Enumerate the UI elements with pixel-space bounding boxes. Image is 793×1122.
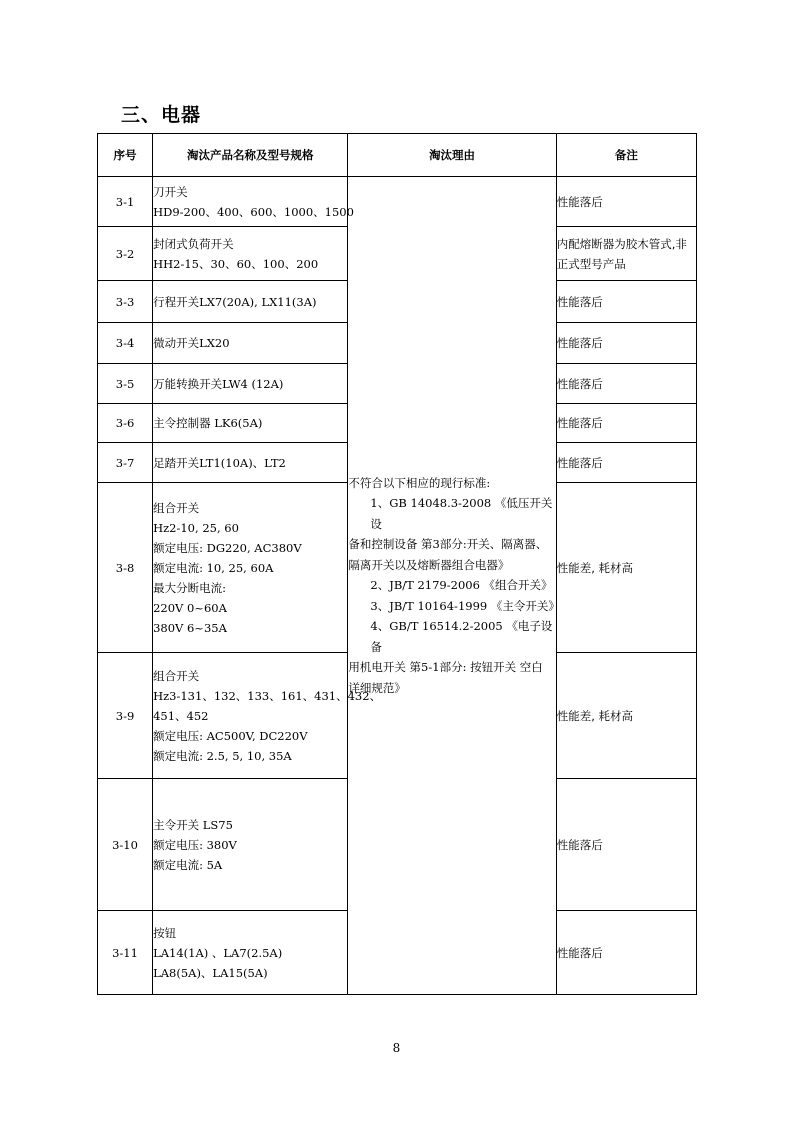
note-cell bbox=[556, 653, 696, 779]
product-name-line: 行程开关LX7(20A), LX11(3A) bbox=[153, 294, 317, 309]
note-line: 性能差, 耗材高 bbox=[556, 560, 634, 575]
product-name-line: HH2-15、30、60、100、200 bbox=[153, 256, 319, 271]
product-name-line: 微动开关LX20 bbox=[153, 336, 230, 350]
note-cell bbox=[556, 227, 696, 281]
product-name-line: 额定电压: 380V bbox=[153, 837, 237, 852]
note-cell bbox=[556, 281, 696, 323]
note-cell bbox=[556, 443, 696, 483]
note-line: 性能落后 bbox=[556, 194, 603, 209]
reason-line: 4、GB/T 16514.2-2005 《电子设备 bbox=[370, 619, 553, 654]
product-name-line: 主令控制器 LK6(5A) bbox=[153, 416, 263, 430]
row-index: 3-7 bbox=[98, 443, 153, 483]
product-name-cell bbox=[153, 483, 348, 653]
product-name-line: 足踏开关LT1(10A)、LT2 bbox=[153, 455, 286, 470]
product-name-line: LA14(1A) 、LA7(2.5A) bbox=[153, 945, 283, 960]
note-cell bbox=[556, 911, 696, 995]
header-index: 序号 bbox=[98, 134, 153, 177]
product-name-line: 组合开关 bbox=[153, 668, 200, 683]
note-line: 性能落后 bbox=[556, 294, 603, 309]
product-name-line: 按钮 bbox=[153, 925, 177, 940]
product-name-cell bbox=[153, 779, 348, 911]
reason-line: 2、JB/T 2179-2006 《组合开关》 bbox=[370, 578, 553, 593]
product-name-line: 451、452 bbox=[153, 708, 209, 723]
note-line: 性能差, 耗材高 bbox=[556, 708, 634, 723]
eliminated-products-table bbox=[97, 133, 697, 995]
note-line: 性能落后 bbox=[556, 945, 603, 960]
product-name-line: 额定电流: 2.5, 5, 10, 35A bbox=[153, 748, 292, 763]
table-header-row bbox=[98, 134, 697, 177]
row-index: 3-6 bbox=[98, 404, 153, 443]
row-index: 3-5 bbox=[98, 364, 153, 404]
row-index: 3-9 bbox=[98, 653, 153, 779]
section-title: 三、电器 bbox=[121, 104, 202, 126]
product-name-line: 刀开关 bbox=[153, 184, 188, 199]
row-index: 3-3 bbox=[98, 281, 153, 323]
product-name-cell bbox=[153, 404, 348, 443]
note-line: 性能落后 bbox=[556, 336, 603, 350]
product-name-line: 额定电压: DG220, AC380V bbox=[153, 540, 302, 555]
reason-line: 隔离开关以及熔断器组合电器》 bbox=[348, 557, 510, 572]
product-name-cell bbox=[153, 911, 348, 995]
header-note: 备注 bbox=[556, 134, 696, 177]
product-name-line: 万能转换开关LW4 (12A) bbox=[153, 376, 284, 391]
page-number: 8 bbox=[392, 1041, 401, 1055]
reason-line: 用机电开关 第5-1部分: 按钮开关 空白 bbox=[348, 660, 543, 675]
product-name-line: 封闭式负荷开关 bbox=[153, 236, 234, 251]
note-line: 正式型号产品 bbox=[556, 256, 626, 271]
product-name-line: 组合开关 bbox=[153, 500, 200, 515]
header-name: 淘汰产品名称及型号规格 bbox=[153, 134, 348, 177]
row-index: 3-4 bbox=[98, 323, 153, 364]
product-name-cell bbox=[153, 227, 348, 281]
product-name-line: 额定电流: 5A bbox=[153, 857, 223, 872]
product-name-cell bbox=[153, 323, 348, 364]
row-index: 3-8 bbox=[98, 483, 153, 653]
note-cell bbox=[556, 177, 696, 227]
elimination-reason-cell bbox=[348, 177, 560, 995]
product-name-line: HD9-200、400、600、1000、1500 bbox=[153, 204, 354, 219]
note-cell bbox=[556, 364, 696, 404]
note-line: 性能落后 bbox=[556, 837, 603, 852]
product-name-line: 主令开关 LS75 bbox=[153, 817, 233, 832]
product-name-cell bbox=[153, 281, 348, 323]
reason-line: 3、JB/T 10164-1999 《主令开关》 bbox=[370, 598, 560, 613]
reason-line: 备和控制设备 第3部分:开关、隔离器、 bbox=[348, 537, 548, 552]
product-name-line: 额定电流: 10, 25, 60A bbox=[153, 560, 274, 575]
product-name-cell bbox=[153, 364, 348, 404]
note-line: 性能落后 bbox=[556, 376, 603, 391]
product-name-line: 380V 6~35A bbox=[153, 620, 227, 635]
row-index: 3-11 bbox=[98, 911, 153, 995]
row-index: 3-2 bbox=[98, 227, 153, 281]
table-body bbox=[98, 177, 697, 995]
reason-line: 详细规范》 bbox=[348, 680, 406, 695]
product-name-line: Hz2-10, 25, 60 bbox=[153, 520, 239, 535]
header-reason: 淘汰理由 bbox=[348, 134, 556, 177]
product-name-line: Hz3-131、132、133、161、431、432、 bbox=[153, 688, 382, 703]
product-name-line: 最大分断电流: bbox=[153, 580, 226, 595]
product-name-line: LA8(5A)、LA15(5A) bbox=[153, 965, 268, 980]
product-name-line: 220V 0~60A bbox=[153, 600, 227, 615]
product-name-line: 额定电压: AC500V, DC220V bbox=[153, 728, 308, 743]
table-row bbox=[98, 177, 697, 227]
row-index: 3-1 bbox=[98, 177, 153, 227]
row-index: 3-10 bbox=[98, 779, 153, 911]
note-line: 性能落后 bbox=[556, 416, 603, 430]
note-cell bbox=[556, 404, 696, 443]
note-line: 性能落后 bbox=[556, 455, 603, 470]
note-cell bbox=[556, 483, 696, 653]
note-cell bbox=[556, 323, 696, 364]
product-name-cell bbox=[153, 443, 348, 483]
reason-line: 不符合以下相应的现行标准: bbox=[348, 475, 491, 490]
note-line: 内配熔断器为胶木管式,非 bbox=[556, 236, 687, 251]
note-cell bbox=[556, 779, 696, 911]
reason-line: 1、GB 14048.3-2008 《低压开关设 bbox=[370, 496, 553, 531]
product-name-cell bbox=[153, 177, 354, 227]
